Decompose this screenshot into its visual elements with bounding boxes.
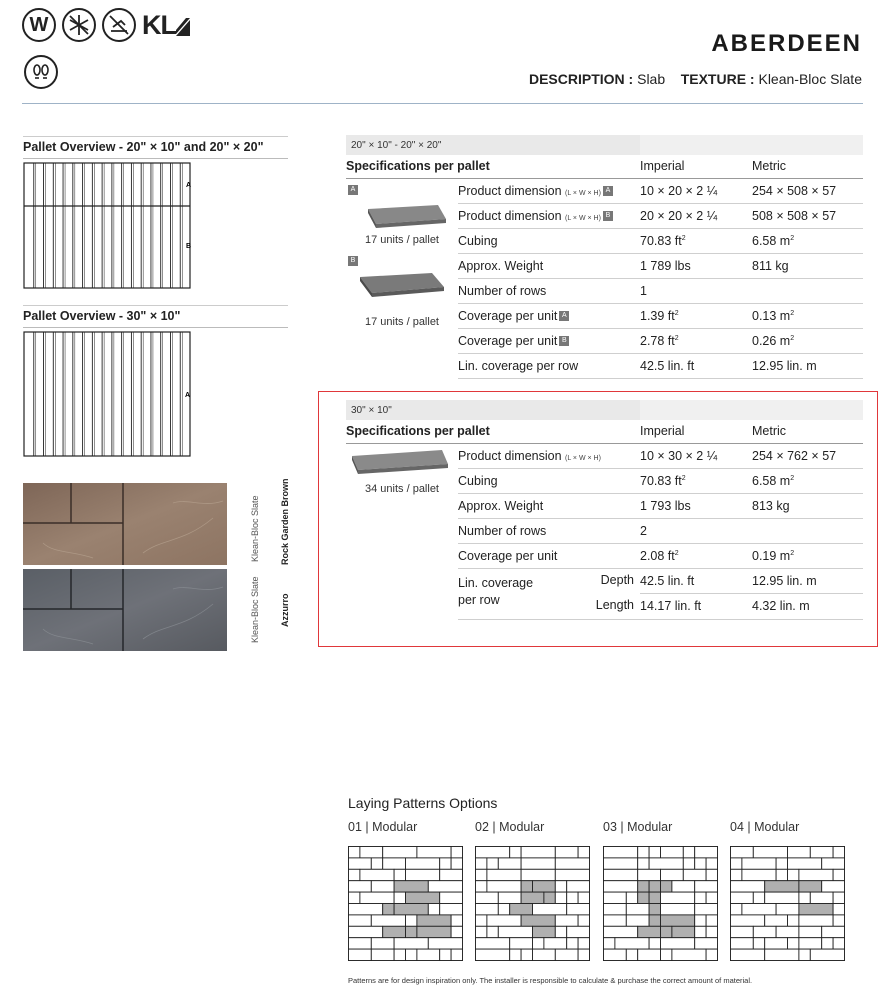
product-units-b: 17 units / pallet (365, 316, 439, 328)
swatch-texture-label-2: Klean-Bloc Slate (250, 576, 260, 643)
cell-imperial: 42.5 lin. ft (640, 353, 752, 378)
cell-imperial: 1.39 $ft^2$ (640, 303, 752, 328)
pattern-label-3: 03 | Modular (603, 820, 673, 834)
size-bar: 20" × 10" - 20" × 20" (346, 135, 640, 155)
patterns-footnote: Patterns are for design inspiration only. The installer is responsible to calculate & purchase the correct amount of material. (348, 976, 753, 985)
cell-metric: 811 kg (752, 253, 863, 278)
description-value: Slab (637, 71, 666, 87)
cell-imperial: 14.17 lin. ft (640, 594, 752, 620)
slab-image-b (346, 267, 458, 301)
pallet-overview-title-1: Pallet Overview - 20" × 10" and 20" × 20" (23, 136, 288, 159)
lin-coverage-label-2: per row (458, 592, 500, 607)
cell-imperial: 1 (640, 278, 752, 303)
cell-metric: 6.58 $m^2$ (752, 228, 863, 253)
pallet-marker-a: A (185, 392, 191, 399)
row-label: Coverage per unit A (458, 303, 640, 328)
row-label: Product dimension (L × W × H) A (458, 178, 640, 203)
cell-imperial: 2 (640, 518, 752, 543)
pallet-marker-a: A (186, 182, 192, 189)
description-label: DESCRIPTION : (528, 71, 634, 87)
laying-patterns-title: Laying Patterns Options (348, 795, 498, 811)
product-units-a: 17 units / pallet (365, 233, 439, 246)
cell-imperial: 10 × 30 × 2 ¼ (640, 443, 752, 468)
row-label: Approx. Weight (458, 493, 640, 518)
frost-resistant-icon (62, 8, 96, 42)
cell-imperial: 1 793 lbs (640, 493, 752, 518)
foot-traffic-icon (24, 55, 58, 89)
col-imperial: Imperial (640, 155, 752, 178)
cell-metric: 4.32 lin. m (752, 594, 863, 620)
certification-icons (22, 8, 190, 42)
header-divider (22, 103, 863, 104)
pallet-overview-diagram-1 (23, 160, 193, 290)
size-bar: 30" × 10" (346, 400, 640, 420)
depth-label: Depth (600, 572, 634, 587)
product-a-cell (346, 178, 458, 253)
cell-metric: 0.13 $m^2$ (752, 303, 863, 328)
slab-image-a (346, 197, 458, 231)
laying-pattern-4 (730, 846, 845, 961)
spec-heading: Specifications per pallet (346, 420, 640, 443)
pattern-label-4: 04 | Modular (730, 820, 800, 834)
pattern-label-2: 02 | Modular (475, 820, 545, 834)
product-units: 34 units / pallet (365, 482, 439, 495)
cell-metric: 254 × 508 × 57 (752, 178, 863, 203)
pallet-marker-b: B (186, 243, 192, 250)
length-label: Length (595, 597, 634, 612)
cell-metric (752, 278, 863, 303)
cell-imperial: 70.83 $ft^2$ (640, 468, 752, 493)
swatch-texture-label-1: Klean-Bloc Slate (250, 495, 260, 562)
color-swatch-azzurro (23, 569, 227, 651)
swatch-color-name-2: Azzurro (280, 593, 290, 627)
cell-imperial: 2.08 $ft^2$ (640, 543, 752, 568)
page-title: ABERDEEN (711, 30, 862, 57)
cell-imperial: 42.5 lin. ft (640, 568, 752, 594)
swatch-color-name-1: Rock Garden Brown (280, 478, 290, 565)
lin-coverage-label: Lin. coverage (458, 575, 534, 590)
pallet-overview-title-2: Pallet Overview - 30" × 10" (23, 305, 288, 328)
laying-pattern-1 (348, 846, 463, 961)
cell-imperial: 70.83 $ft^2$ (640, 228, 752, 253)
laying-pattern-2 (475, 846, 590, 961)
cell-metric: 0.19 $m^2$ (752, 543, 863, 568)
description-line (529, 71, 862, 87)
texture-value: Klean-Bloc Slate (758, 71, 862, 87)
slab-image-30x10 (346, 446, 458, 480)
row-label: Cubing (458, 468, 640, 493)
col-metric: Metric (752, 420, 863, 443)
row-label: Approx. Weight (458, 253, 640, 278)
w-icon: W (22, 8, 56, 42)
cell-metric: 12.95 lin. m (752, 353, 863, 378)
row-label: Number of rows (458, 278, 640, 303)
cell-metric: 6.58 $m^2$ (752, 468, 863, 493)
row-label: Lin. coverage per row (458, 353, 640, 378)
row-label: Product dimension (L × W × H) (458, 443, 640, 468)
row-label: Number of rows (458, 518, 640, 543)
pattern-label-1: 01 | Modular (348, 820, 418, 834)
cell-metric: 12.95 lin. m (752, 568, 863, 594)
cell-metric: 254 × 762 × 57 (752, 443, 863, 468)
cell-imperial: 20 × 20 × 2 ¼ (640, 203, 752, 228)
spec-table-2 (346, 400, 863, 620)
product-badge-a: A (348, 185, 358, 195)
product-b-cell (346, 253, 458, 378)
spec-table-1 (346, 135, 863, 379)
no-deicing-salt-icon (102, 8, 136, 42)
lin-coverage-cell (458, 568, 640, 619)
pallet-overview-diagram-2 (23, 330, 193, 458)
cell-metric: 813 kg (752, 493, 863, 518)
texture-label: TEXTURE : (680, 71, 755, 87)
cell-imperial: 2.78 $ft^2$ (640, 328, 752, 353)
spec-heading: Specifications per pallet (346, 155, 640, 178)
row-label: Cubing (458, 228, 640, 253)
col-imperial: Imperial (640, 420, 752, 443)
row-label: Coverage per unit B (458, 328, 640, 353)
color-swatch-rock-garden-brown (23, 483, 227, 565)
kl-logo: KL (142, 8, 190, 42)
cell-imperial: 1 789 lbs (640, 253, 752, 278)
laying-pattern-3 (603, 846, 718, 961)
product-badge-b: B (348, 256, 358, 266)
row-label: Product dimension (L × W × H) B (458, 203, 640, 228)
cell-metric: 0.26 $m^2$ (752, 328, 863, 353)
row-label: Coverage per unit (458, 543, 640, 568)
cell-imperial: 10 × 20 × 2 ¼ (640, 178, 752, 203)
cell-metric: 508 × 508 × 57 (752, 203, 863, 228)
cell-metric (752, 518, 863, 543)
col-metric: Metric (752, 155, 863, 178)
product-cell (346, 443, 458, 568)
